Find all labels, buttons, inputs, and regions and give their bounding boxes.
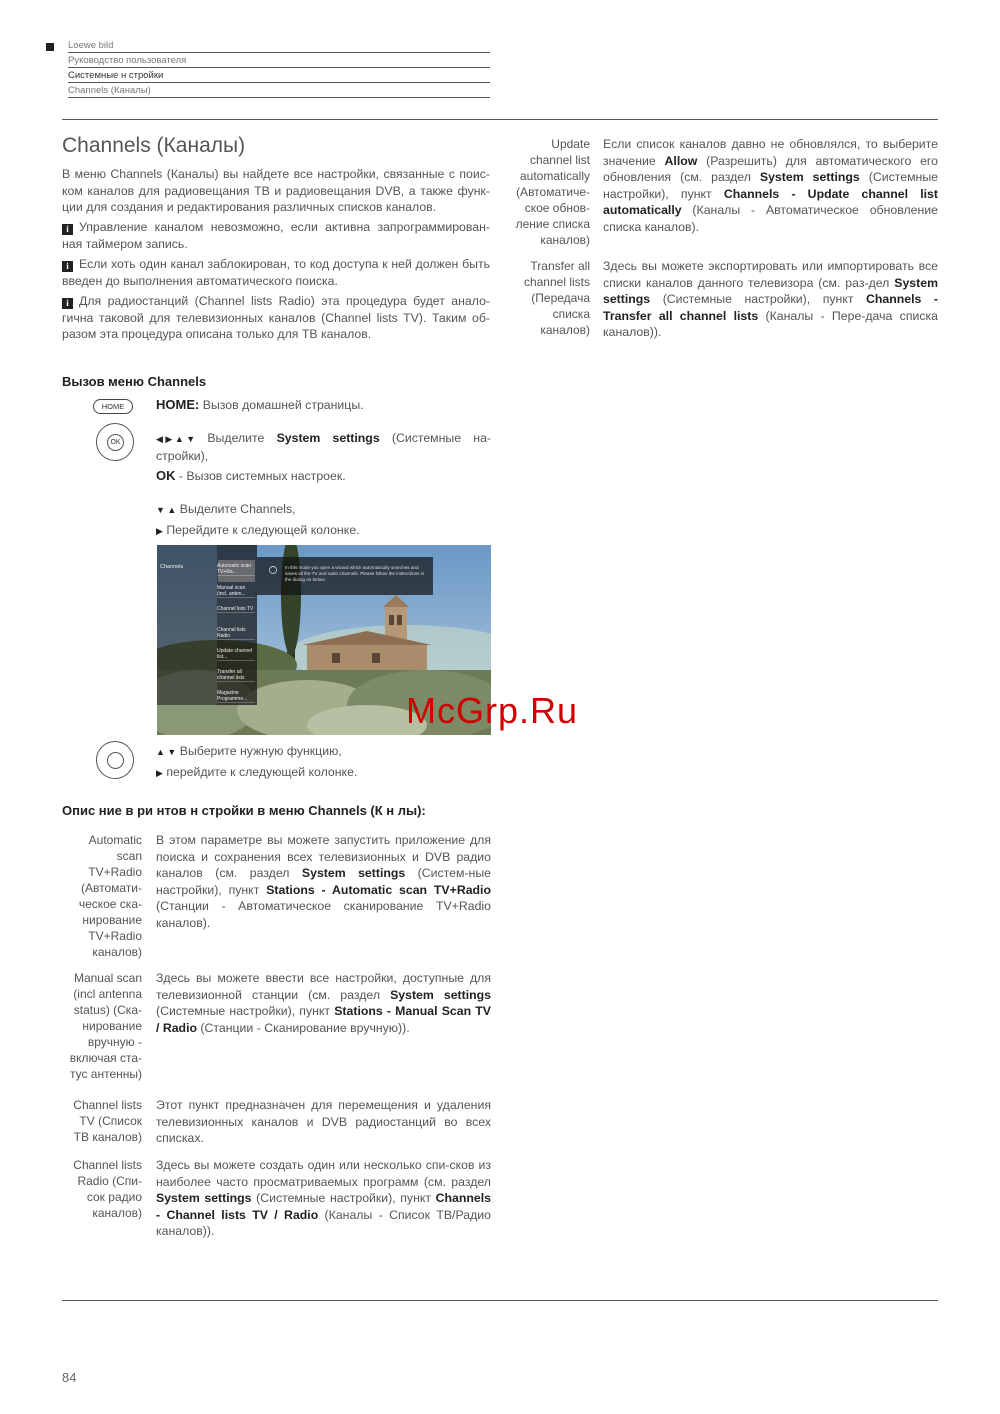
next-column-step: ▶ Перейдите к следующей колонке. (156, 522, 491, 540)
option-description: Этот пункт предназначен для перемещения и удаления телевизионных каналов и DVB радиостанций во всех списках. (156, 1098, 491, 1145)
option-description: Если список каналов давно не обновлялся, то выберите значение Allow (Разрешить) для автоматического его обновления (см. раздел System settings (Системные настройки), пункт Channels - Update channel list automatically (Каналы - Автоматическое обновление списка каналов). (603, 137, 939, 234)
top-rule (62, 119, 938, 120)
home-step: HOME: Вызов домашней страницы. (156, 397, 364, 412)
next-column-step-2: ▶ перейдите к следующей колонке. (156, 764, 491, 782)
note-2: i Если хоть один канал заблокирован, то код доступа к ней должен быть введен до выполнения автоматического поиска. (62, 257, 490, 288)
remote-dpad-icon (96, 423, 134, 461)
options-heading: Опис ние в ри нтов н стройки в меню Channels (К н лы): (62, 803, 426, 818)
option-label: Automatic scan TV+Radio (Автомати-ческое ска-нирование TV+Radio каналов) (78, 833, 142, 959)
page-title: Channels (Каналы) (62, 134, 246, 157)
home-button-icon: HOME (93, 399, 133, 414)
screen-menu-item: Manual scan (incl. anten... (217, 585, 255, 598)
screen-column-title: Channels (160, 564, 184, 570)
arrow-right-icon: ▶ (156, 526, 163, 536)
remote-dpad-icon (96, 741, 134, 779)
option-description: Здесь вы можете экспортировать или импортировать все списки каналов данного телевизора (см. раз-дел System settings (Системные настройки), пункт Channels - Transfer all channel lists (Каналы - Пере-дача списка каналов)). (603, 259, 938, 339)
center-button-icon (107, 752, 124, 769)
arrow-down-up-icon: ▼ ▲ (156, 505, 177, 515)
header-subsection: Channels (Каналы) (68, 85, 490, 98)
arrow-keys-icon: ◀ ▶ ▲ ▼ (156, 434, 196, 444)
screen-menu-item: Magazine Programme... (217, 690, 255, 703)
ok-button-icon: OK (107, 434, 124, 451)
header-section: Системные н стройки (68, 70, 490, 83)
info-icon: i (62, 298, 73, 309)
note-3: i Для радиостанций (Channel lists Radio) эта процедура будет анало-гична таковой для телевизионных каналов (Channel lists TV). Таким об-разом эта процедура описана только для ТВ каналов. (62, 294, 490, 341)
screen-menu-item: Channel lists TV (217, 606, 254, 612)
select-step: ◀ ▶ ▲ ▼ Выделите System settings (Системные на-стройки), (156, 431, 492, 463)
info-icon: i (62, 261, 73, 272)
option-description: Здесь вы можете ввести все настройки, доступные для телевизионной станции (см. раздел System settings (Системные настройки), пункт Stations - Manual Scan TV / Radio (Станции - Сканирование вручную)). (156, 971, 492, 1035)
screen-menu-item: Transfer all channel lists (217, 669, 255, 682)
channels-step: ▼ ▲ Выделите Channels, (156, 501, 491, 519)
select-function-step: ▲ ▼ Выберите нужную функцию, (156, 743, 491, 761)
option-label: Manual scan (incl antenna status) (Ска-нирование вручную - включая ста-тус антенны) (69, 971, 142, 1081)
arrow-up-down-icon: ▲ ▼ (156, 747, 177, 757)
option-description: В этом параметре вы можете запустить приложение для поиска и сохранения всех телевизионных и DVB радио каналов (см. раздел System settings (Систем-ные настройки), пункт Stations - Automatic scan TV+Radio (Станции - Автоматическое сканирование TV+Radio каналов). (156, 833, 492, 930)
option-label: Transfer all channel lists (Передача списка каналов) (523, 259, 590, 337)
option-label: Channel lists Radio (Спи-сок радио каналов) (73, 1158, 142, 1220)
header-manual: Руководство пользователя (68, 55, 490, 68)
option-description: Здесь вы можете создать один или несколько спи-сков из наиболее часто просматриваемых программ (см. раздел System settings (Системные настройки), пункт Channels - Channel lists TV / Radio (Каналы - Список ТВ/Радио каналов)). (156, 1158, 491, 1238)
header-brand: Loewe bild (68, 40, 490, 53)
intro-text: В меню Channels (Каналы) вы найдете все настройки, связанные с поис-ком каналов для радиовещания ТВ и радиовещания DVB, а также функ-ции для создания и редактирования различных списков каналов. (62, 167, 490, 214)
page-number: 84 (62, 1370, 77, 1385)
bottom-rule (62, 1300, 938, 1301)
info-icon: i (62, 224, 73, 235)
watermark: McGrp.Ru (406, 690, 579, 731)
menu-call-heading: Вызов меню Channels (62, 374, 207, 389)
option-label: Update channel list automatically (Автоматиче-ское обнов-ление списка каналов) (515, 137, 590, 247)
arrow-right-icon: ▶ (156, 768, 163, 778)
screen-menu-item: Automatic scan TV+Ra... (217, 563, 255, 576)
screen-menu-item: Channel lists Radio (217, 627, 255, 640)
header-bullet (46, 43, 54, 51)
note-1: i Управление каналом невозможно, если активна запрограммирован-ная таймером запись. (62, 220, 490, 251)
option-label: Channel lists TV (Список ТВ каналов) (73, 1098, 142, 1144)
screen-info-text: In this mode you open a wizard which automatically searches and saves all the TV and radio channels. Please follow the instructions in the dialog on below. (285, 565, 425, 582)
ok-step: OK - Вызов системных настроек. (156, 468, 346, 483)
screen-menu-item: Update channel list... (217, 648, 255, 661)
